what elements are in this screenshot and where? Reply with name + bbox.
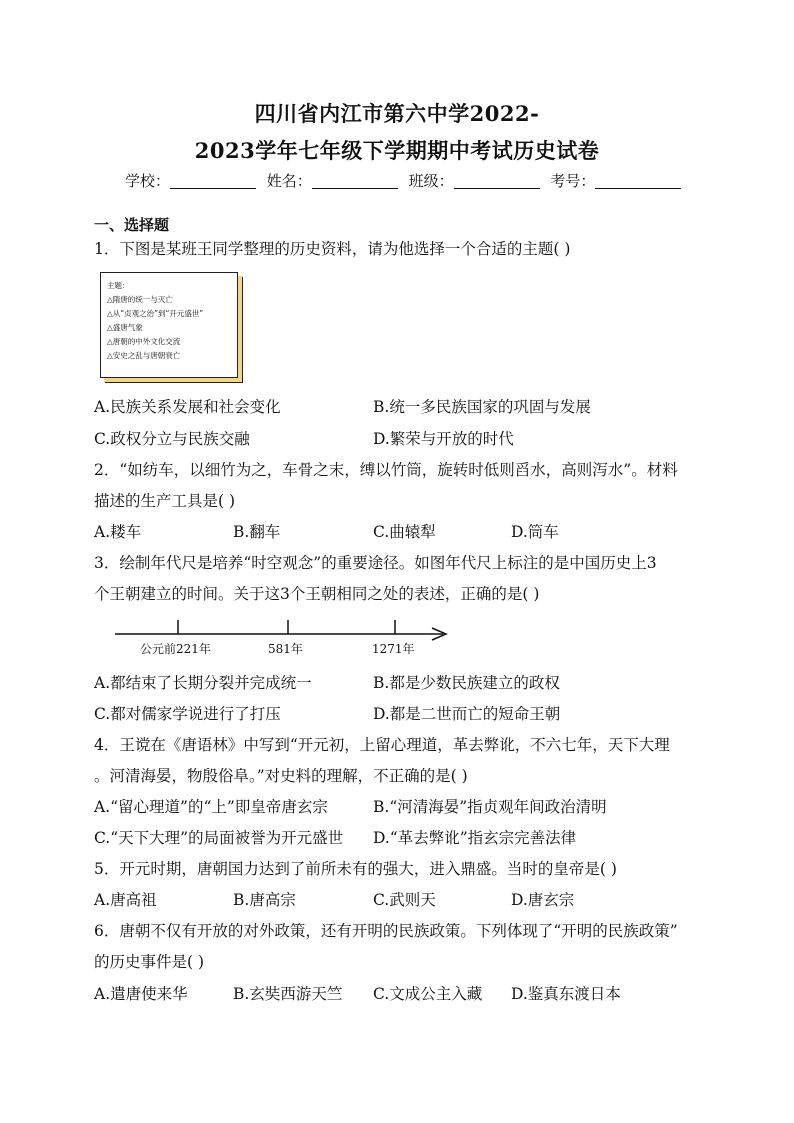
q1-sticky-note-figure — [100, 272, 238, 378]
note-item: △隋唐的统一与灭亡 — [107, 295, 173, 304]
note-heading: 主题： — [107, 281, 130, 290]
q3-option-c[interactable]: C.都对儒家学说进行了打压 — [94, 705, 281, 723]
note-item: △从“贞观之治”到“开元盛世” — [107, 309, 204, 318]
exam-title-line1: 四川省内江市第六中学2022- — [254, 101, 540, 126]
timeline-label: 1271年 — [372, 642, 415, 656]
section-heading: 一、选择题 — [94, 216, 170, 234]
school-label: 学校： — [125, 172, 171, 190]
q4-stem-line1: 4．王谠在《唐语林》中写到“开元初，上留心理道，革去弊讹，不六七年，天下大理 — [94, 736, 670, 754]
class-label: 班级： — [408, 172, 454, 190]
q1-option-d[interactable]: D.繁荣与开放的时代 — [373, 430, 514, 448]
name-label: 姓名： — [266, 172, 312, 190]
q6-stem-line2: 的历史事件是( ) — [94, 953, 205, 971]
note-item: △安史之乱与唐朝衰亡 — [107, 351, 181, 360]
timeline-label: 581年 — [268, 642, 303, 656]
number-label: 考号： — [550, 172, 596, 190]
number-blank[interactable] — [595, 173, 681, 189]
q1-option-b[interactable]: B.统一多民族国家的巩固与发展 — [373, 398, 591, 416]
q5-option-c[interactable]: C.武则天 — [373, 891, 436, 909]
q2-option-d[interactable]: D.筒车 — [511, 523, 559, 541]
q4-option-c[interactable]: C.“天下大理”的局面被誉为开元盛世 — [94, 829, 344, 847]
q3-option-a[interactable]: A.都结束了长期分裂并完成统一 — [94, 674, 312, 692]
exam-title-line2: 2023学年七年级下学期期中考试历史试卷 — [194, 138, 600, 163]
q1-stem: 1．下图是某班王同学整理的历史资料，请为他选择一个合适的主题( ) — [94, 240, 571, 258]
q5-stem: 5．开元时期，唐朝国力达到了前所未有的强大，进入鼎盛。当时的皇帝是( ) — [94, 860, 617, 878]
q4-option-d[interactable]: D.“革去弊讹”指玄宗完善法律 — [373, 829, 577, 847]
q6-option-d[interactable]: D.鉴真东渡日本 — [511, 985, 621, 1003]
q1-option-c[interactable]: C.政权分立与民族交融 — [94, 430, 250, 448]
q2-stem-line1: 2．“如纺车，以细竹为之，车骨之末，缚以竹筒，旋转时低则舀水，高则泻水”。材料 — [94, 461, 678, 479]
student-info-row — [125, 170, 685, 191]
note-item: △盛唐气象 — [107, 323, 143, 332]
q3-option-d[interactable]: D.都是二世而亡的短命王朝 — [373, 705, 561, 723]
q6-option-c[interactable]: C.文成公主入藏 — [373, 985, 483, 1003]
name-blank[interactable] — [312, 173, 398, 189]
q2-stem-line2: 描述的生产工具是( ) — [94, 492, 236, 510]
q3-stem-line2: 个王朝建立的时间。关于这3个王朝相同之处的表述，正确的是( ) — [94, 585, 540, 603]
q3-stem-line1: 3．绘制年代尺是培养“时空观念”的重要途径。如图年代尺上标注的是中国历史上3 — [94, 554, 657, 572]
q6-option-a[interactable]: A.遣唐使来华 — [94, 985, 188, 1003]
timeline-axis — [110, 618, 460, 642]
school-blank[interactable] — [170, 173, 256, 189]
q4-stem-line2: 。河清海晏，物殷俗阜。”对史料的理解，不正确的是( ) — [94, 767, 468, 785]
q6-stem-line1: 6．唐朝不仅有开放的对外政策，还有开明的民族政策。下列体现了“开明的民族政策” — [94, 922, 678, 940]
q2-option-a[interactable]: A.耧车 — [94, 523, 142, 541]
q4-option-a[interactable]: A.“留心理道”的“上”即皇帝唐玄宗 — [94, 798, 328, 816]
q5-option-d[interactable]: D.唐玄宗 — [511, 891, 575, 909]
q2-option-b[interactable]: B.翻车 — [233, 523, 281, 541]
timeline-label: 公元前221年 — [140, 642, 211, 656]
q2-option-c[interactable]: C.曲辕犁 — [373, 523, 436, 541]
q6-option-b[interactable]: B.玄奘西游天竺 — [233, 985, 343, 1003]
q5-option-b[interactable]: B.唐高宗 — [233, 891, 296, 909]
class-blank[interactable] — [454, 173, 540, 189]
q5-option-a[interactable]: A.唐高祖 — [94, 891, 157, 909]
q3-timeline-figure — [110, 618, 460, 662]
q3-option-b[interactable]: B.都是少数民族建立的政权 — [373, 674, 560, 692]
q1-option-a[interactable]: A.民族关系发展和社会变化 — [94, 398, 281, 416]
note-item: △唐朝的中外文化交流 — [107, 337, 181, 346]
q4-option-b[interactable]: B.“河清海晏”指贞观年间政治清明 — [373, 798, 607, 816]
